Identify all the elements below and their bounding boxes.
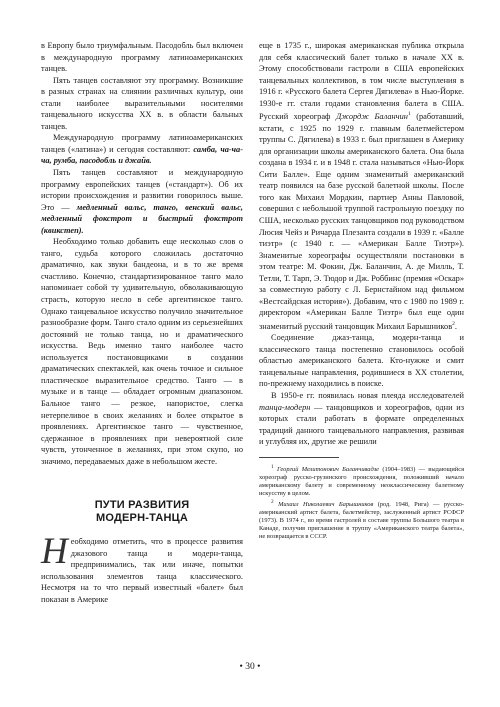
page-number: • 30 • bbox=[239, 662, 261, 672]
footnote-divider bbox=[259, 457, 339, 458]
standard-dances-list: медленный вальс, танго, венский вальс, медленный фокстрот и быстрый фокстрот (квикстеп). bbox=[41, 202, 243, 235]
paragraph: В 1950-е гг. появилась новая плеяда исследователей танца-модерн — танцовщиков и хореографов, одни из которых стали работать в формате определенных традиций данного танцевального направления, развивая и углубляя их, другие же решили bbox=[259, 390, 464, 447]
paragraph: Пять танцев составляют эту программу. Возникшие в разных странах на слиянии различных культур, они стали наиболее выразительными носителями танцевального искусства XX в. в области бальных танцев. bbox=[41, 75, 243, 131]
drop-cap: Н bbox=[41, 531, 68, 573]
footnote: $^2$ Михаил Николаевич Барышников (род. 1948, Рига) — русско-американский артист балета, балетмейстер, заслуженный артист РСФСР (1973). В 1974 г., во время гастролей в составе труппы Большого театра в Канаде, получив приглашение в труппу «Американского театра балета», не возвращается в СССР. bbox=[259, 498, 464, 540]
paragraph: в Европу было триумфальным. Пасодобль был включен в международную программу латиноамериканских танцев. bbox=[41, 41, 243, 74]
footnote-ref: 2 bbox=[452, 320, 455, 327]
paragraph: еще в 1735 г., широкая американская публика открыла для себя классический балет только в начале XX в. Этому способствовали гастроли в США европейских танцевальных коллективов, в том числе выступления в 1916 г. «Русского балета Сергея Дягилева» в Нью-Йорке. 1930-е гг. стали годами становления балета в США. Русский хореограф Джордж Баланчин$^1$ (работавший, кстати, с 1925 по 1929 г. главным балетмейстером труппы С. Дягилева) в 1933 г. был приглашен в Америку для организации школы американского балета. Она была создана в 1934 г. и в 1948 г. стала называться «Нью-Йорк Сити Балле». Еще одним знаменитый американский театр появился на базе русской балетной школы. После того как Михаил Мордкин, партнер Анны Павловой, совершил с небольшой труппой гастрольную поездку по США, несколько русских танцовщиков под руководством Люсия Чейз и Ричарда Плезанта создали в 1939 г. «Балле тиэтр» (с 1940 г. — «Американ Балле Тиэтр»). Знаменитые хореографы осуществляли постановки в этом театре: М. Фокин, Дж. Баланчин, А. де Милль, Т. Тетли, Т. Тарп, Э. Тюдор и Дж. Роббинс (премия «Оскар» за совместную работу с Л. Бернстайном над фильмом «Вестсайдская история»). Добавим, что с 1980 по 1989 г. директором «Американ Балле Тиэтр» был еще один знаменитый русский танцовщик Михаил Барышников$^2$. bbox=[259, 41, 464, 331]
paragraph: Необходимо отметить, что в процессе развития джазового танца и модерн-танца, предпринимались, так или иначе, попытки использования элементов танца классического. Несмотря на то что первый известный «балет» был показан в Америке bbox=[41, 531, 243, 604]
paragraph: Соединение джаз-танца, модерн-танца и классического танца постепенно становилось особой областью американского балета. Кто-нужже и смит танцевальные направления, родившиеся в XX столетии, по-прежнему находились в поиске. bbox=[259, 333, 464, 389]
paragraph: Международную программу латиноамериканских танцев («латина») и сегодня составляют: самба, ча-ча-ча, румба, пасодобль и джайв. bbox=[41, 133, 243, 166]
left-column bbox=[41, 40, 243, 606]
footnote-ref: 1 bbox=[407, 111, 411, 118]
section-heading: ПУТИ РАЗВИТИЯ МОДЕРН-ТАНЦА bbox=[94, 499, 190, 525]
right-column bbox=[259, 40, 464, 541]
person-name: Джордж Баланчин bbox=[335, 112, 408, 122]
footnote: $^1$ Георгий Мелитонович Баланчивадзе (1904–1983) — выдающийся хореограф русско-грузинского происхождения, положивший начало американскому балету и современному неоклассическому балетному искусству в целом. bbox=[259, 463, 465, 497]
paragraph: Необходимо только добавить еще несколько слов о танго, судьба которого сложилась достаточно драматично, как звуки бандеона, и в то же время счастливо. Конечно, стандартизированное танго мало напоминает собой ту удивительную, обволакивающую страсть, которую несло в себе аргентинское танго. Однако танцевальное искусство получило значительное разнообразие форм. Танго стало одним из серьезнейших достояний не только танца, но и драматического искусства. Ведь именно танго наиболее часто используется постановщиками в создании драматических спектаклей, как очень точное и сильное пластическое выразительное средство. Танго — в музыке и в танце — обладает огромным диапазоном. Бальное танго — резкое, напористое, слегка нетерпеливое в своих желаниях и более открытое в проявлениях. Аргентинское танго — чувственное, сдержанное в проявлениях при невероятной силе чувств, утонченное в желаниях, при этом скупо, но значимо, передаваемых даже в небольшом жесте. bbox=[41, 237, 243, 466]
latin-dances-list: самба, ча-ча-ча, румба, пасодобль и джайв. bbox=[41, 144, 243, 166]
paragraph: Пять танцев составляют и международную программу европейских танцев («стандарт»). Об их истории происхождения и развитии говорилось выше. Это — медленный вальс, танго, венский вальс, медленный фокстрот и быстрый фокстрот (квикстеп). bbox=[41, 168, 243, 235]
